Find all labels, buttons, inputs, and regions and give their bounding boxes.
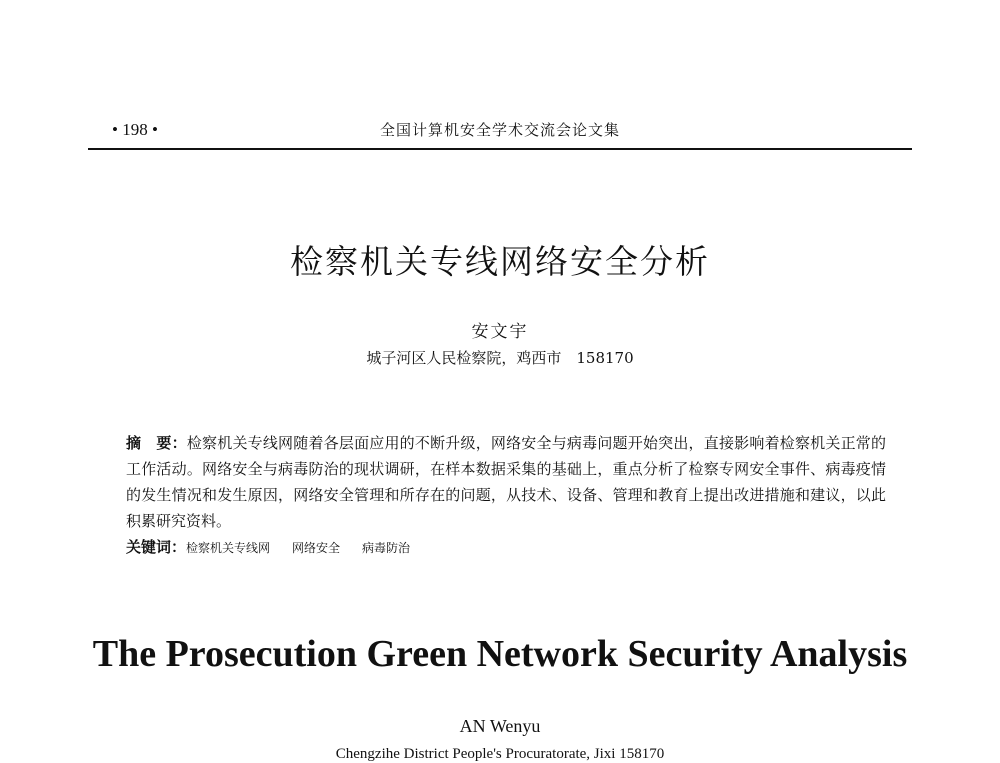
author-name-english: AN Wenyu [459,716,541,736]
header-rule [88,148,912,150]
author-affiliation-chinese: 城子河区人民检察院，鸡西市 158170 [366,349,634,367]
abstract-text: 检察机关专线网随着各层面应用的不断升级，网络安全与病毒问题开始突出，直接影响着检察机关正常的工作活动。网络安全与病毒防治的现状调研，在样本数据采集的基础上，重点分析了检察专网安全事件、病毒疫情的发生情况和发生原因，网络安全管理和所存在的问题，从技术、设备、管理和教育上提出改进措施和建议，以此积累研究资料。 [126,434,886,530]
keyword: 网络安全 [292,541,341,555]
author-affiliation-english: Chengzihe District People's Procuratorate, Jixi 158170 [335,746,665,762]
keywords-list [186,541,432,555]
journal-title: 全国计算机安全学术交流会论文集 [379,121,620,139]
paper-title-english: The Prosecution Green Network Security Analysis [92,633,908,675]
keyword: 病毒防治 [362,541,411,555]
abstract-paragraph [126,430,886,534]
abstract-block [126,430,886,561]
page-number: • 198 • [112,120,158,139]
keywords-line [126,534,886,561]
keywords-label: 关键词： [126,538,187,556]
keyword: 检察机关专线网 [186,541,271,555]
running-header [88,118,912,144]
author-name-chinese: 安文宇 [471,322,529,342]
abstract-label: 摘 要： [126,434,187,452]
paper-title-chinese: 检察机关专线网络安全分析 [290,242,710,281]
